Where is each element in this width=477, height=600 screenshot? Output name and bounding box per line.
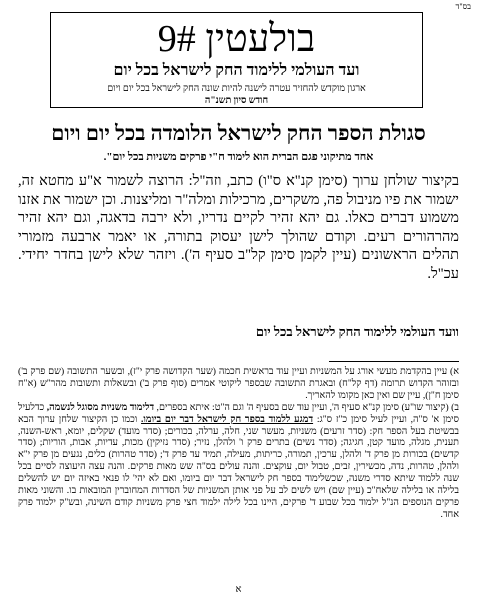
footnote-b-text-3: וכמו כן הקיצור שלחן ערוך הבא בבשיטת בעל הספר חק: (סדר זרעים) משניות, מעשר שני, חלה, ערלה, בכורים; (סדר מועד) שקלים, יומא, ראש-השנה, תענית, מגלה, מועד קטן, חגיגה; (סדר נשים) בתרים פרק ו' ולהלן, נזיר; (סדר נזיקין) מכות, עדיות, אבות, הוריות; (סדר קדשים) בכורות מן פרק ד' ולהלן, ערכין, תמורה, כריתות, מעילה, תמיד עד פרק ד'; (סדר טהרות) כלים, נגעים מן פרק י"א ולהלן, טהרות, נדה, מכשירין, זבים, טבול יום, עוקצים. והנה עולים בס"ה שש מאות פרקים. והנה עצה היעוצה לסיים בכל שנה ללמוד שיתא סדרי משנה, שכשלימוד בספר חק לישראל דבר יום ביומו, ואם לא יהי' לו פנאי באיזה יום יש להשלים בלילה או בלילה שלאח"כ (עיין שם) ויש לשים לב על פני אותן המשניות של הסדרות המחוברין המובאות בו. והשוני מאות פרקים הנוספים הנ"ל ילמוד בכל שבוע ד' פרקים, היינו בכל לילה ילמוד חצי פרק משניות קודם השינה, ובש"ק ילמוד פרק אחד. — [18, 413, 459, 520]
article-headline: סגולת הספר החק לישראל הלומדה בכל יום ויום — [51, 121, 426, 145]
footnote-separator — [329, 361, 459, 362]
footnote-b-text-1: ב) (קיצור שו"ע) סימן קנ"א סעיף ה', ועיין עוד שם בסעיף ה' וגם ה"ט: איתא בספרים, — [156, 401, 459, 413]
footnote-b-text-2: כדלעיל סימן א' ס"ה, ועיין לעיל סימן כ"ז ס"ג: — [18, 401, 460, 425]
footnote-b-bold: דלימוד משניות מסוגל לנשמה, — [46, 401, 155, 413]
footnote-a: א) עיין בהקדמת מעשי אורג על המשניות ועיין עוד בראשית חכמה (שער הקדושה פרק י"ז), ובשער התשובה (שם פרק ב') ובזוהר הקדוש תרומה (דף קל"ח) ובאגרת התשובה שבספר ליקוטי אמרים (סוף פרק ב') ובשאלות ותשובות מהר"ש (א"ח סימן ח"ן), עיין שם ואין כאן מקומו להאריך. — [18, 366, 459, 401]
article-subheadline: אחד מתיקוני פגם הברית הוא לימוד ח"י פרקים משניות בכל יום". — [103, 151, 374, 163]
bulletin-header-box — [50, 12, 423, 108]
page-number: א — [235, 584, 242, 595]
closing-signature: וועד העולמי ללימוד החק לישראל בכל יום — [255, 324, 459, 339]
article-body: בקיצור שולחן ערוך (סימן קנ"א ס"ו) כתב, וזה"ל: הרוצה לשמור א"ע מחטא זה, ישמור את פיו מניבול פה, משקרים, מרכילות ומלה"ר ומליצנות. וכן ישמור את אזנו משמוע דברים כאלו. גם יהא זהיר לקיים נדריו, ולא ירבה בדאגה, וגם יהא זהיר מהרהורים רעים. וקודם שהולך לישן יעסוק בתורה, או יאמר ארבעה מזמורי תהלים הראשונים (עיין לקמן סימן קל"ב סעיף ה'). ויזהר שלא לישן בחדר יחידי. עכ"ל. — [18, 173, 459, 282]
footnote-b-emphasis: דמגע ללמוד בספר חק לישראל דבר יום ביומו. — [141, 413, 314, 425]
organization-mission: ארגון מוקדש להחזיר עטרה לישנה להיות שונה החק לישראל בכל יום ויום — [107, 84, 366, 94]
footnotes — [18, 366, 459, 521]
organization-name: ועד העולמי ללימוד החק לישראל בכל יום — [113, 62, 360, 79]
footnote-b — [18, 402, 459, 521]
issue-month: חודש סיון תשנ"ה — [204, 96, 269, 106]
bulletin-title: בולעטין 9# — [157, 18, 316, 60]
bsd-mark: בס"ד — [455, 2, 471, 11]
